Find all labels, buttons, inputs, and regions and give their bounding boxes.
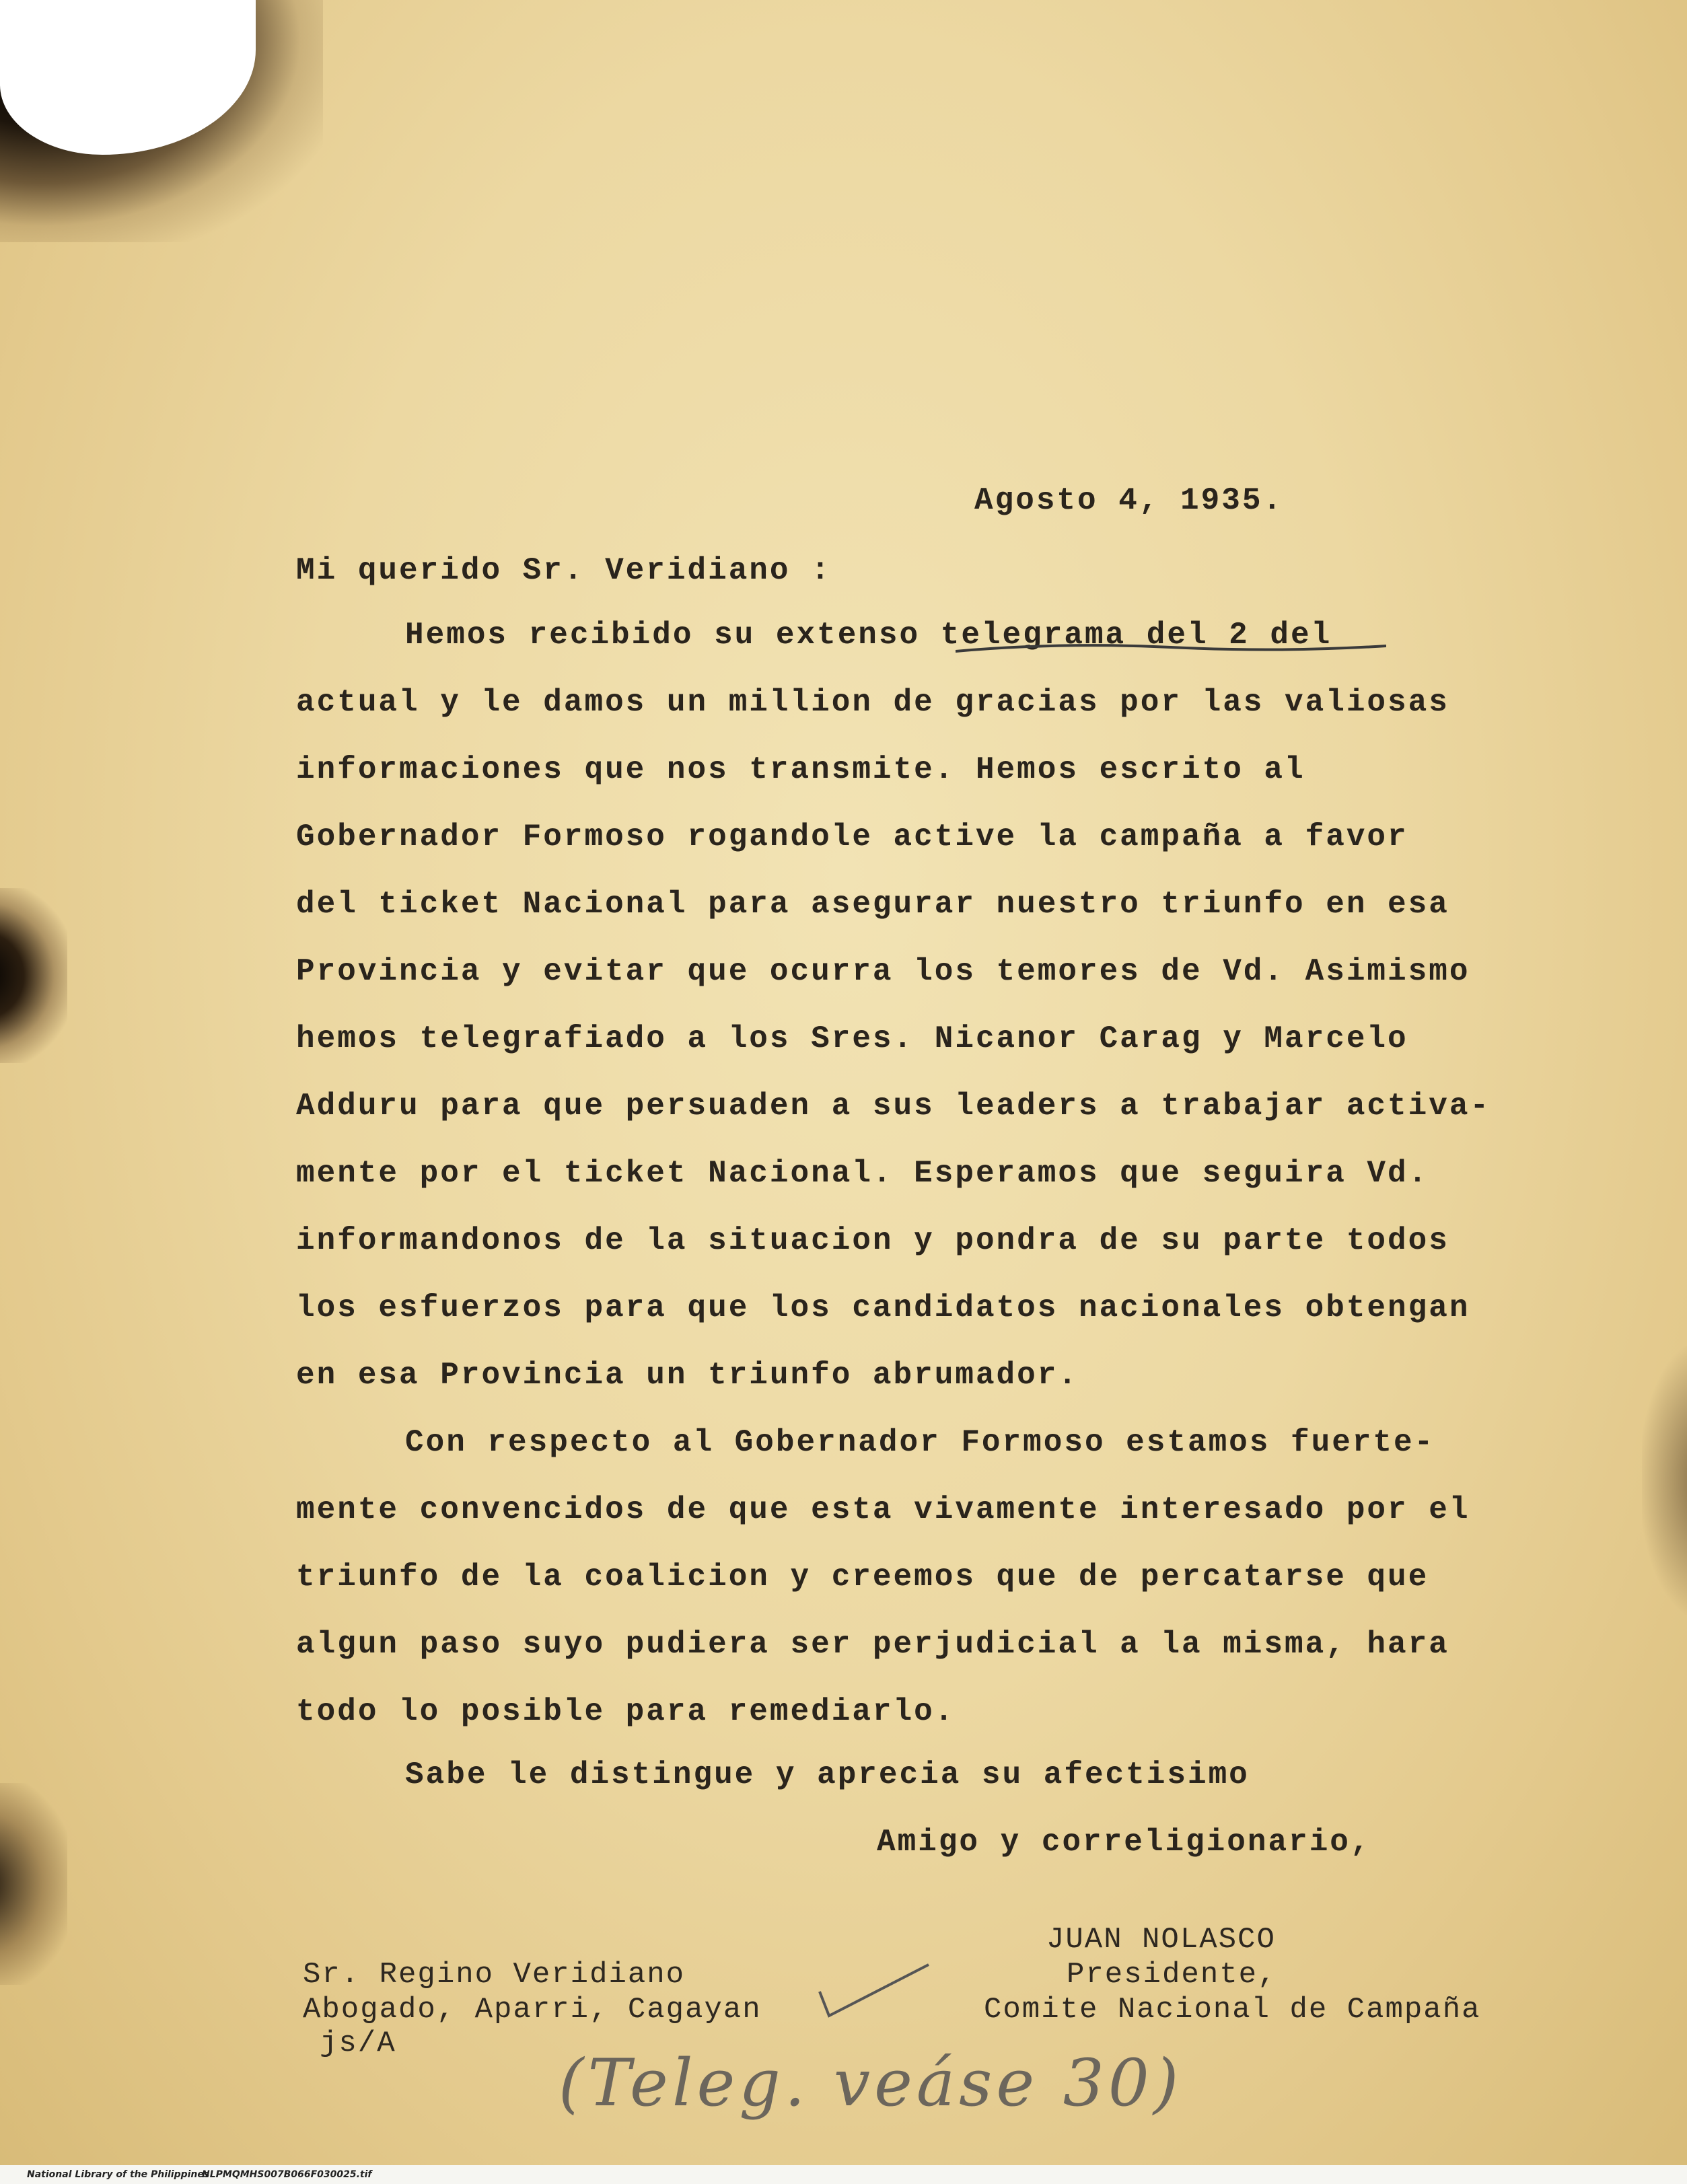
stain-right [1642, 1346, 1687, 1615]
body-line: Provincia y evitar que ocurra los temores de Vd. Asimismo [296, 954, 1470, 989]
burn-stain-left [0, 888, 67, 1063]
recipient-address: Abogado, Aparri, Cagayan [303, 1993, 762, 2027]
body-line: Adduru para que persuaden a sus leaders a trabajar activa- [296, 1089, 1491, 1124]
handwritten-check-mark-icon [814, 1951, 935, 2025]
body-line: mente por el ticket Nacional. Esperamos que seguira Vd. [296, 1156, 1429, 1191]
handwritten-underline [956, 639, 1386, 659]
closing-line: Sabe le distingue y aprecia su afectisimo [405, 1757, 1250, 1792]
body-line: los esfuerzos para que los candidatos nacionales obtengan [296, 1290, 1470, 1325]
footer-library: National Library of the Philippines [27, 2169, 210, 2180]
scan-footer [0, 2165, 1687, 2184]
recipient-name: Sr. Regino Veridiano [303, 1958, 686, 1992]
closing-signoff: Amigo y correligionario, [877, 1825, 1371, 1860]
signer-name: JUAN NOLASCO [1046, 1923, 1276, 1957]
body-line: todo lo posible para remediarlo. [296, 1694, 956, 1729]
body-line: triunfo de la coalicion y creemos que de percatarse que [296, 1560, 1429, 1595]
signer-title: Presidente, [1067, 1958, 1277, 1992]
signer-organization: Comite Nacional de Campaña [984, 1993, 1481, 2027]
body-line: informandonos de la situacion y pondra de su parte todos [296, 1223, 1449, 1258]
body-line: del ticket Nacional para asegurar nuestro triunfo en esa [296, 887, 1449, 922]
body-line: informaciones que nos transmite. Hemos escrito al [296, 752, 1305, 787]
footer-file-id: NLPMQMHS007B066F030025.tif [202, 2169, 372, 2180]
salutation: Mi querido Sr. Veridiano : [296, 553, 832, 588]
body-line: Gobernador Formoso rogandole active la campaña a favor [296, 820, 1408, 854]
body-line: hemos telegrafiado a los Sres. Nicanor Carag y Marcelo [296, 1021, 1408, 1056]
body-line: actual y le damos un million de gracias por las valiosas [296, 685, 1449, 720]
body-line: Con respecto al Gobernador Formoso estamos fuerte- [405, 1425, 1435, 1460]
burn-stain-left-lower [0, 1783, 67, 1985]
body-line: en esa Provincia un triunfo abrumador. [296, 1358, 1079, 1393]
body-line: algun paso suyo pudiera ser perjudicial a la misma, hara [296, 1627, 1449, 1662]
letter-date: Agosto 4, 1935. [974, 483, 1284, 518]
handwritten-note: (Teleg. veáse 30) [559, 2045, 1183, 2121]
typist-initials: js/A [320, 2027, 396, 2060]
body-line: Hemos recibido su extenso telegrama del 2 del [405, 618, 1332, 653]
body-line: mente convencidos de que esta vivamente interesado por el [296, 1492, 1470, 1527]
